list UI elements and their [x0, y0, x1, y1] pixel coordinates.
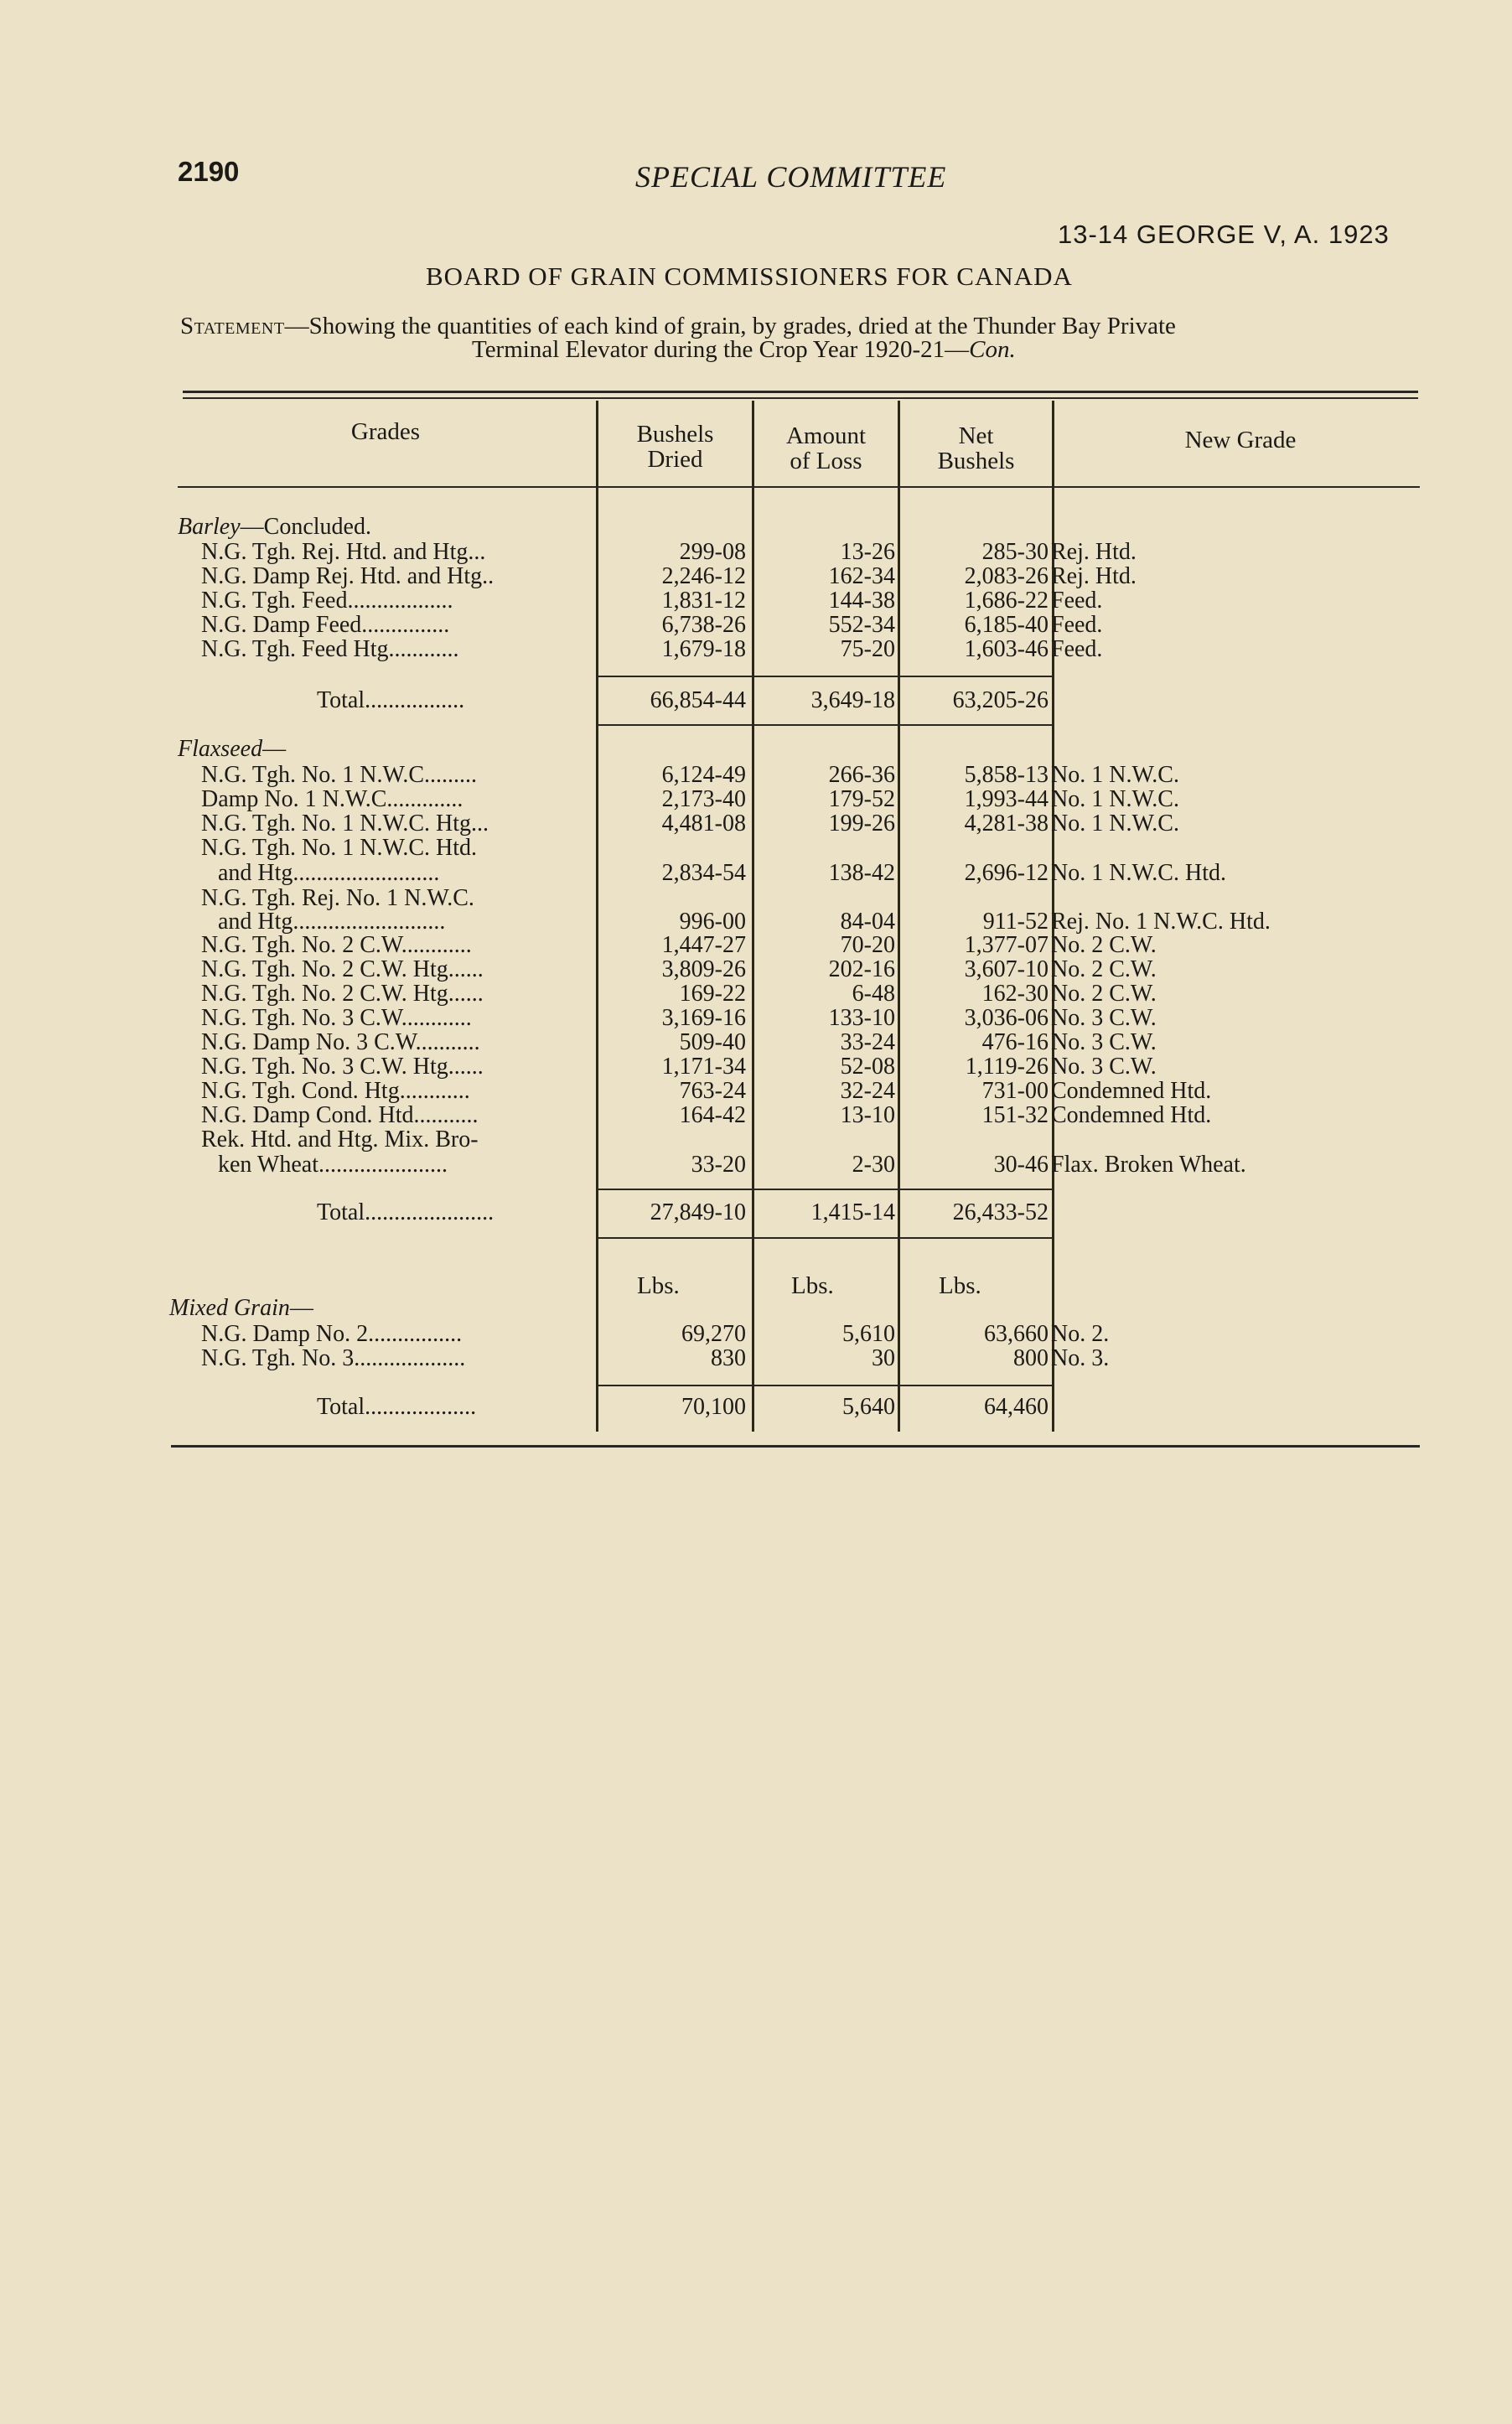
page-number: 2190 — [178, 156, 240, 187]
subtotal-rule — [596, 1385, 1054, 1386]
table-row: N.G. Damp Rej. Htd. and Htg.. 2,246-12 162-34 2,083-26 Rej. Htd. — [201, 563, 1137, 589]
subtotal-rule — [596, 1189, 1054, 1190]
section-heading-flaxseed: Flaxseed — — [178, 736, 287, 762]
table-bottom-rule — [171, 1445, 1420, 1448]
unit-label-dried: Lbs. — [637, 1272, 680, 1299]
table-row: N.G. Tgh. No. 2 C.W. Htg...... 3,809-26 202-16 3,607-10 No. 2 C.W. — [201, 956, 1157, 982]
table-row: N.G. Tgh. No. 2 C.W. Htg...... 169-22 6-48 162-30 No. 2 C.W. — [201, 981, 1157, 1007]
header-amount: Amount — [785, 422, 867, 449]
table-top-rule — [183, 391, 1418, 393]
unit-label-net: Lbs. — [939, 1272, 981, 1299]
statement-line-2 — [472, 336, 1016, 364]
table-row: N.G. Tgh. No. 3 C.W............ 3,169-16 133-10 3,036-06 No. 3 C.W. — [201, 1005, 1157, 1031]
table-row: N.G. Tgh. No. 1 N.W.C......... 6,124-49 266-36 5,858-13 No. 1 N.W.C. — [201, 762, 1179, 788]
header-net-bushels: Bushels — [937, 448, 1015, 474]
table-row: N.G. Tgh. No. 3................... 830 30 800 No. 3. — [201, 1345, 1110, 1371]
table-row: N.G. Tgh. Cond. Htg............ 763-24 32-24 731-00 Condemned Htd. — [201, 1078, 1212, 1104]
statement-label: Statement — [180, 313, 285, 339]
table-row: N.G. Damp Feed............... 6,738-26 552-34 6,185-40 Feed. — [201, 612, 1103, 638]
total-rule — [596, 724, 1054, 726]
table-row: ken Wheat...................... 33-20 2-30 30-46 Flax. Broken Wheat. — [218, 1152, 1246, 1178]
board-title: BOARD OF GRAIN COMMISSIONERS FOR CANADA — [426, 262, 1073, 291]
total-row-flaxseed: Total...................... 27,849-10 1,415-14 26,433-52 — [317, 1199, 1049, 1225]
session-heading: 13-14 GEORGE V, A. 1923 — [1058, 220, 1390, 249]
table-row: Damp No. 1 N.W.C............. 2,173-40 179-52 1,993-44 No. 1 N.W.C. — [201, 786, 1179, 812]
total-row-mixed-grain: Total................... 70,100 5,640 64,460 — [317, 1394, 1049, 1420]
statement-text-1: —Showing the quantities of each kind of grain, by grades, dried at the Thunder Bay Private — [284, 313, 1176, 339]
header-grades: Grades — [350, 418, 421, 445]
header-rule — [178, 486, 1420, 488]
subtotal-rule — [596, 676, 1054, 677]
unit-label-loss: Lbs. — [791, 1272, 834, 1299]
total-row-barley: Total................. 66,854-44 3,649-18 63,205-26 — [317, 687, 1049, 713]
header-of-loss: of Loss — [790, 448, 862, 474]
table-row: N.G. Damp Cond. Htd........... 164-42 13-10 151-32 Condemned Htd. — [201, 1102, 1212, 1128]
table-row: and Htg.......................... 996-00 84-04 911-52 Rej. No. 1 N.W.C. Htd. — [218, 909, 1271, 935]
header-dried: Dried — [647, 446, 703, 473]
section-heading-barley: Barley —Concluded. — [178, 514, 371, 540]
table-row: N.G. Tgh. Rej. No. 1 N.W.C. — [201, 885, 474, 911]
table-row: N.G. Tgh. No. 1 N.W.C. Htg... 4,481-08 199-26 4,281-38 No. 1 N.W.C. — [201, 811, 1179, 836]
table-row: N.G. Tgh. Feed.................. 1,831-12 144-38 1,686-22 Feed. — [201, 588, 1103, 614]
header-net: Net — [958, 422, 994, 449]
running-head: SPECIAL COMMITTEE — [635, 160, 947, 194]
section-heading-mixed-grain: Mixed Grain — — [169, 1295, 313, 1321]
table-row: N.G. Tgh. Feed Htg............ 1,679-18 75-20 1,603-46 Feed. — [201, 636, 1103, 662]
statement-text-2: Terminal Elevator during the Crop Year 1920-21— — [472, 336, 970, 363]
table-row: N.G. Tgh. No. 1 N.W.C. Htd. — [201, 835, 478, 861]
table-row: Rek. Htd. and Htg. Mix. Bro- — [201, 1127, 479, 1152]
table-row: N.G. Tgh. No. 3 C.W. Htg...... 1,171-34 52-08 1,119-26 No. 3 C.W. — [201, 1054, 1157, 1080]
total-rule — [596, 1237, 1054, 1239]
table-top-rule-2 — [183, 397, 1418, 399]
statement-con: Con. — [969, 336, 1016, 363]
table-row: N.G. Tgh. Rej. Htd. and Htg... 299-08 13-26 285-30 Rej. Htd. — [201, 539, 1137, 565]
table-row: and Htg......................... 2,834-54 138-42 2,696-12 No. 1 N.W.C. Htd. — [218, 860, 1226, 886]
table-row: N.G. Tgh. No. 2 C.W............ 1,447-27 70-20 1,377-07 No. 2 C.W. — [201, 932, 1157, 958]
table-row: N.G. Damp No. 2................ 69,270 5,610 63,660 No. 2. — [201, 1321, 1110, 1347]
table-row: N.G. Damp No. 3 C.W........... 509-40 33-24 476-16 No. 3 C.W. — [201, 1029, 1157, 1055]
header-bushels: Bushels — [636, 421, 714, 448]
header-new-grade: New Grade — [1184, 427, 1297, 453]
